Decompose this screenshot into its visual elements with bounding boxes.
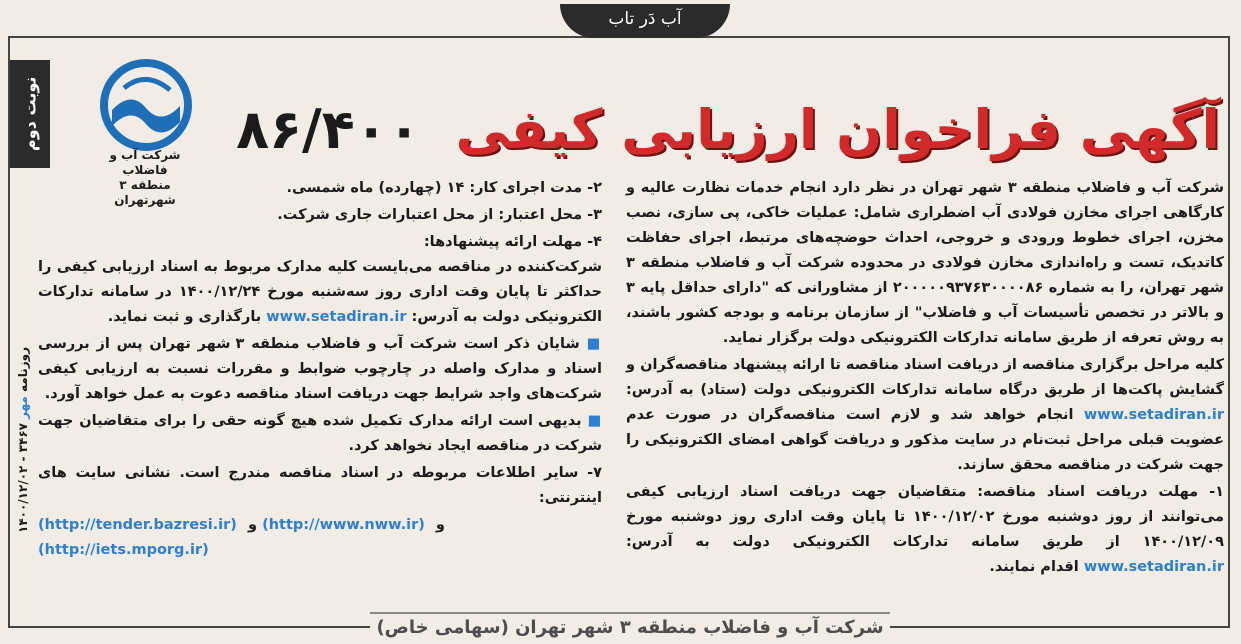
section-tab: آب دَر تاب — [560, 4, 730, 38]
and-1: و — [247, 517, 257, 533]
and-2: و — [435, 517, 445, 533]
process-text-a: کلیه مراحل برگزاری مناقصه از دریافت اسناد مناقصه تا ارائه پیشنهاد مناقصه‌گران و گشایش پاکت‌ها از طریق درگاه سامانه تدارکات الکترونیکی دولت (ستاد) به آدرس: — [626, 357, 1224, 398]
title-text: آگهی فراخوان ارزیابی کیفی — [455, 98, 1220, 161]
item-4-text-a: شرکت‌کننده در مناقصه می‌بایست کلیه مدارک مربوط به اسناد ارزیابی کیفی را حداکثر تا پایان وقت اداری روز سه‌شنبه مورخ ۱۴۰۰/۱۲/۲۴ در سامانه تدارکات الکترونیکی دولت به آدرس: — [38, 259, 602, 325]
item-3 — [38, 203, 602, 228]
item-1 — [626, 480, 1224, 580]
logo-line-2: منطقه ۳ شهرتهران — [114, 178, 176, 207]
item-2 — [38, 176, 602, 201]
item-3-heading: ۳- محل اعتبار: — [498, 207, 602, 223]
paper-name: مهر — [16, 396, 30, 419]
setad-link[interactable]: www.setadiran.ir — [1083, 407, 1224, 423]
item-1-link[interactable]: www.setadiran.ir — [1083, 559, 1224, 575]
item-2-text: ۱۴ (چهارده) ماه شمسی. — [286, 180, 465, 196]
bullet-icon: ■ — [587, 413, 602, 429]
right-column — [626, 176, 1224, 582]
website-list — [38, 513, 602, 563]
intro-paragraph — [626, 176, 1224, 351]
site-link-mporg[interactable]: (http://iets.mporg.ir) — [38, 542, 209, 558]
newspaper-reference — [12, 290, 34, 590]
logo-line-1: شرکت آب و فاضلاب — [109, 148, 181, 177]
site-link-nww[interactable]: (http://www.nww.ir) — [262, 517, 425, 533]
item-4-heading: ۴- مهلت ارائه پیشنهادها: — [423, 234, 602, 250]
note-1-text: شایان ذکر است شرکت آب و فاضلاب منطقه ۳ شهر تهران پس از بررسی اسناد و مدارک واصله در چارچوب ضوابط و مقررات نسبت به ارزیابی کیفی شرکت‌های واجد شرایط جهت دریافت اسناد مناقصه دعوت به عمل خواهد آورد. — [38, 336, 602, 402]
notice-title — [236, 98, 1220, 161]
company-name: شرکت آب و فاضلاب منطقه ۳ شهر تهران — [922, 180, 1224, 196]
round-tag: نوبت دوم — [10, 60, 50, 168]
item-3-text: از محل اعتبارات جاری شرکت. — [277, 207, 494, 223]
title-number: ۸۶/۴۰۰ — [236, 98, 421, 161]
item-1-text-b: اقدام نمایند. — [989, 559, 1079, 575]
bullet-icon: ■ — [586, 336, 602, 352]
process-paragraph — [626, 353, 1224, 478]
paper-issue: ۳۴۶۷ - ۱۴۰۰/۱۲/۰۲ — [16, 423, 30, 534]
item-4-text-b: بارگذاری و ثبت نماید. — [107, 309, 262, 325]
item-1-text-a: متقاضیان جهت دریافت اسناد ارزیابی کیفی می‌توانند از روز دوشنبه مورخ ۱۴۰۰/۱۲/۰۲ تا پایان وقت اداری روز دوشنبه مورخ ۱۴۰۰/۱۲/۰۹ از طریق سامانه تدارکات الکترونیکی دولت به آدرس: — [626, 484, 1224, 550]
left-column — [38, 176, 602, 565]
item-1-heading: ۱- مهلت دریافت اسناد مناقصه: — [977, 484, 1224, 500]
item-4 — [38, 230, 602, 330]
intro-text: در نظر دارد انجام خدمات نظارت عالیه و کارگاهی اجرای مخازن فولادی آب اضطراری شامل: عملیات خاکی، پی سازی، نصب مخزن، اجرای خطوط ورودی و خروجی، احداث حوضچه‌های مرتبط، اجرای حفاظت کاتدیک، تست و راه‌اندازی مخازن فولادی در محدوده شرکت آب و فاضلاب منطقه ۳ شهر تهران، را به شماره ۲۰۰۰۰۰۹۳۷۶۳۰۰۰۰۸۶ از مشاورانی که "دارای حداقل پایه ۳ و بالاتر در تخصص تأسیسات آب و فاضلاب" از سازمان برنامه و بودجه کشور باشند، به روش تعرفه از طریق سامانه تدارکات الکترونیکی دولت برگزار نماید. — [626, 180, 1225, 346]
side-strip — [1222, 160, 1238, 360]
item-7-heading: ۷- سایر اطلاعات مربوطه در اسناد مناقصه مندرج است. نشانی سایت های اینترنتی: — [38, 465, 602, 506]
paper-prefix: روزنامه — [16, 346, 30, 392]
item-2-heading: ۲- مدت اجرای کار: — [469, 180, 602, 196]
note-1 — [38, 332, 602, 407]
process-text-b: انجام خواهد شد و لازم است مناقصه‌گران در صورت عدم عضویت قبلی مراحل ثبت‌نام در سایت مذکور و دریافت گواهی امضای الکترونیکی را جهت شرکت در مناقصه محقق سازند. — [626, 407, 1224, 473]
item-4-link[interactable]: www.setadiran.ir — [266, 309, 407, 325]
item-7 — [38, 461, 602, 511]
note-2 — [38, 409, 602, 459]
note-2-text: بدیهی است ارائه مدارک تکمیل شده هیچ گونه حقی را برای متقاضیان جهت شرکت در مناقصه ایجاد نخواهد کرد. — [38, 413, 602, 454]
site-link-bazresi[interactable]: (http://tender.bazresi.ir) — [38, 517, 237, 533]
footer-company: شرکت آب و فاضلاب منطقه ۳ شهر تهران (سهامی خاص) — [370, 612, 890, 644]
